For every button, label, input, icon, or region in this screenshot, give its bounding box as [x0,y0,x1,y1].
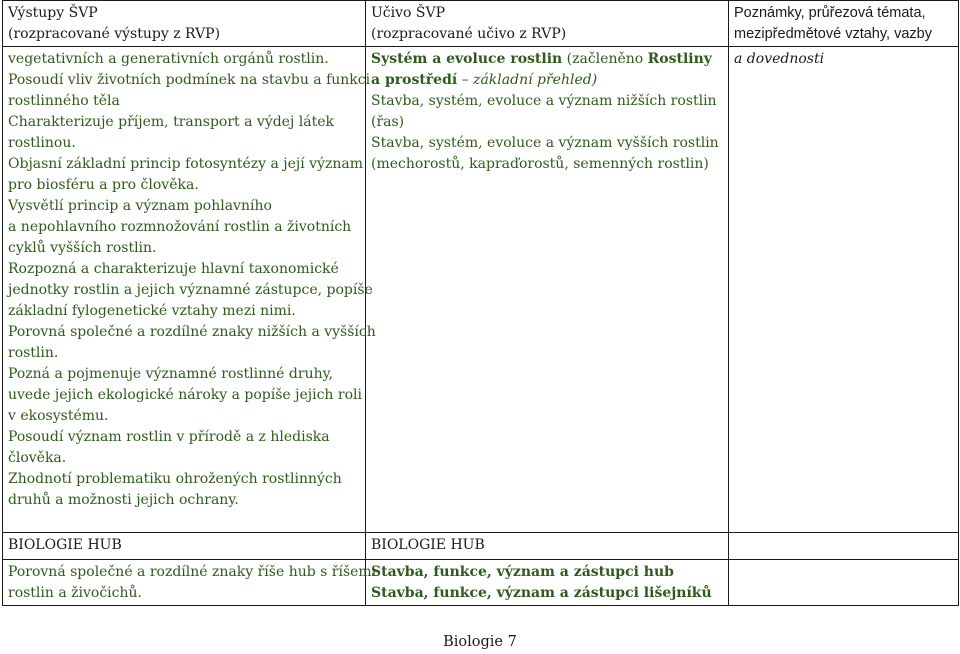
header-notes-line2: mezipředmětové vztahy, vazby [734,26,932,42]
curriculum-line-3: Stavba, systém, evoluce a význam nižších rostlin [371,93,717,109]
hub-heading-label: BIOLOGIE HUB [371,537,485,553]
plants-row [3,47,959,533]
output-line: cyklů vyšších rostlin. [8,240,157,256]
header-outputs [3,1,366,47]
notes-cell [729,47,959,533]
page-footer: Biologie 7 [443,634,517,650]
output-line: člověka. [8,450,67,466]
header-notes [729,1,959,47]
curriculum-cell [366,47,729,533]
output-line: v ekosystému. [8,408,109,424]
output-line: Charakterizuje příjem, transport a výdej látek [8,114,334,130]
output-line: Posoudí význam rostlin v přírodě a z hlediska [8,429,330,445]
curriculum-overview: – základní přehled) [457,72,598,88]
hub-curriculum-cell [366,560,729,606]
header-curriculum-title: Učivo ŠVP [371,5,446,21]
curriculum-topic-plants: Rostliny [647,51,712,67]
output-line: Rozpozná a charakterizuje hlavní taxonomické [8,261,339,277]
output-line: vegetativních a generativních orgánů rostlin. [8,51,329,67]
curriculum-line-1 [371,49,723,70]
hub-curriculum-line: Stavba, funkce, význam a zástupci lišejníků [371,585,712,601]
output-line: uvede jejich ekologické nároky a popíše jejich roli [8,387,362,403]
output-line: pro biosféru a pro člověka. [8,177,199,193]
header-outputs-title: Výstupy ŠVP [8,5,98,21]
curriculum-line-6: (mechorostů, kapraďorostů, semenných rostlin) [371,156,709,172]
header-row [3,1,959,47]
hub-heading-curriculum [366,533,729,560]
output-line: Vysvětlí princip a význam pohlavního [8,198,272,214]
curriculum-note: (začleněno [562,51,648,67]
hub-heading-label: BIOLOGIE HUB [8,537,122,553]
output-line: Posoudí vliv životních podmínek na stavbu a funkci [8,72,371,88]
hub-heading-notes [729,533,959,560]
fungi-heading-row [3,533,959,560]
fungi-row [3,560,959,606]
outputs-cell [3,47,376,533]
header-notes-line1: Poznámky, průřezová témata, [734,5,926,21]
hub-notes-cell [729,560,959,606]
header-curriculum [366,1,729,47]
output-line: základní fylogenetické vztahy mezi nimi. [8,303,296,319]
output-line: rostlin. [8,345,59,361]
output-line: a nepohlavního rozmnožování rostlin a životních [8,219,352,235]
notes-text: a dovednosti [734,51,825,67]
curriculum-line-2 [371,70,723,91]
curriculum-topic: Systém a evoluce rostlin [371,51,563,67]
hub-output-line: Porovná společné a rozdílné znaky říše hub s říšemi [8,564,377,580]
curriculum-line-4: (řas) [371,114,405,130]
header-curriculum-subtitle: (rozpracované učivo z RVP) [371,26,567,42]
output-line: rostlinného těla [8,93,120,109]
output-line: Porovná společné a rozdílné znaky nižších a vyšších [8,324,376,340]
curriculum-line-5: Stavba, systém, evoluce a význam vyšších rostlin [371,135,719,151]
hub-curriculum-line: Stavba, funkce, význam a zástupci hub [371,564,674,580]
output-line: Pozná a pojmenuje významné rostlinné druhy, [8,366,334,382]
header-outputs-subtitle: (rozpracované výstupy z RVP) [8,26,221,42]
output-line: druhů a možnosti jejich ochrany. [8,492,239,508]
output-line: Zhodnotí problematiku ohrožených rostlinných [8,471,342,487]
output-line: Objasní základní princip fotosyntézy a její význam [8,156,364,172]
hub-heading-outputs [3,533,366,560]
curriculum-topic-environment: a prostředí [371,72,458,88]
curriculum-table [2,0,959,606]
hub-output-line: rostlin a živočichů. [8,585,142,601]
output-line: jednotky rostlin a jejich významné zástupce, popíše [8,282,373,298]
output-line: rostlinou. [8,135,76,151]
hub-outputs-cell [3,560,377,606]
